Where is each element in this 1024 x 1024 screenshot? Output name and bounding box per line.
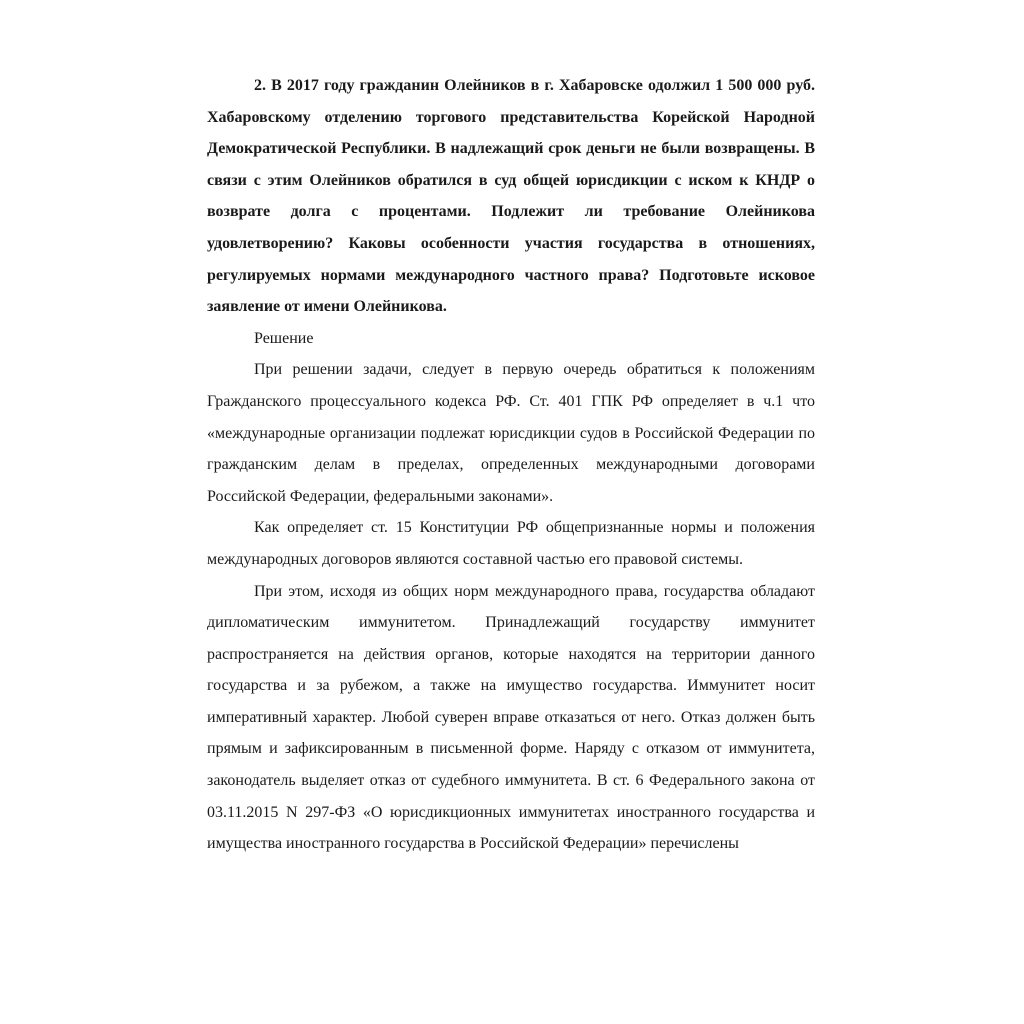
body-paragraph-3: При этом, исходя из общих норм международного права, государства обладают дипломатическим иммунитетом. Принадлежащий государству иммунитет распространяется на действия органов, которые находятся на территории данного государства и за рубежом, а также на имущество государства. Иммунитет носит императивный характер. Любой суверен вправе отказаться от него. Отказ должен быть прямым и зафиксированным в письменной форме. Наряду с отказом от иммунитета, законодатель выделяет отказ от судебного иммунитета. В ст. 6 Федерального закона от 03.11.2015 N 297-ФЗ «О юрисдикционных иммунитетах иностранного государства и имущества иностранного государства в Российской Федерации» перечислены bbox=[207, 582, 815, 853]
task-paragraph: 2. В 2017 году гражданин Олейников в г. Хабаровске одолжил 1 500 000 руб. Хабаровскому отделению торгового представительства Корейской Народной Демократической Республики. В надлежащий срок деньги не были возвращены. В связи с этим Олейников обратился в суд общей юрисдикции с иском к КНДР о возврате долга с процентами. Подлежит ли требование Олейникова удовлетворению? Каковы особенности участия государства в отношениях, регулируемых нормами международного частного права? Подготовьте исковое заявление от имени Олейникова. bbox=[207, 77, 815, 316]
body-paragraph-2: Как определяет ст. 15 Конституции РФ общепризнанные нормы и положения международных договоров являются составной частью его правовой системы. bbox=[207, 519, 815, 568]
document-body bbox=[207, 70, 815, 860]
body-paragraph-1: При решении задачи, следует в первую очередь обратиться к положениям Гражданского процессуального кодекса РФ. Ст. 401 ГПК РФ определяет в ч.1 что «международные организации подлежат юрисдикции судов в Российской Федерации по гражданским делам в пределах, определенных международными договорами Российской Федерации, федеральными законами». bbox=[207, 361, 815, 505]
solution-heading: Решение bbox=[254, 329, 314, 347]
